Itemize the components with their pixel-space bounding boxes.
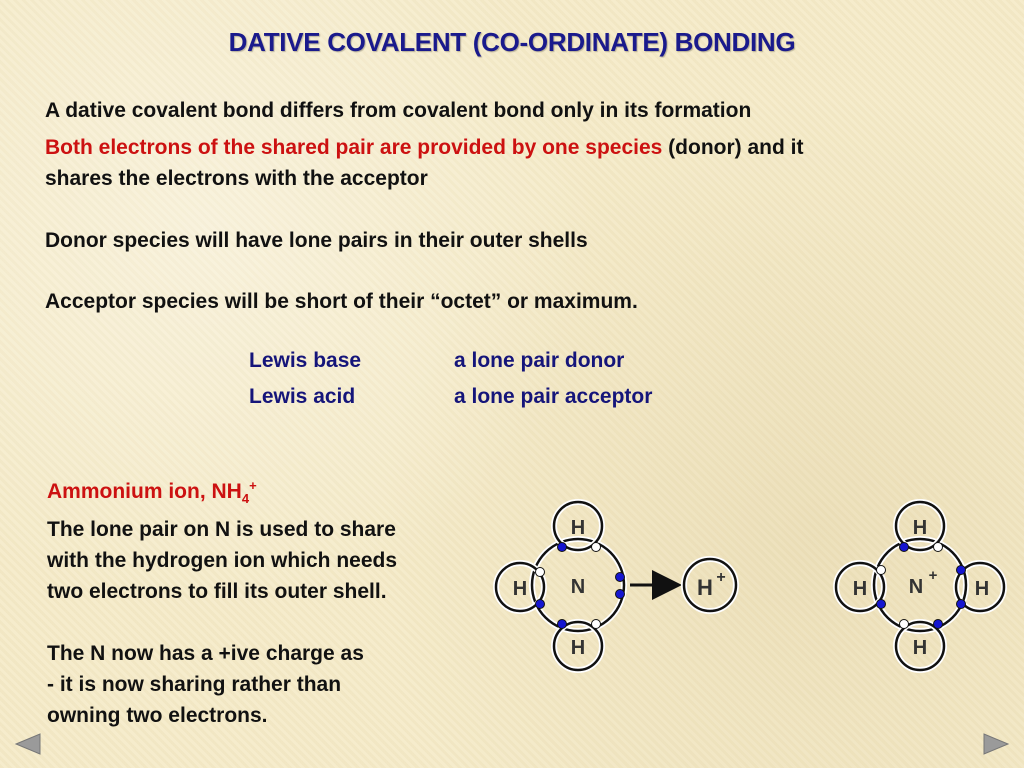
charge-label: + [928, 567, 938, 584]
lewis-acid-definition: a lone pair acceptor [454, 385, 653, 408]
hydrogen-ion-label: H [697, 575, 713, 600]
electron [558, 543, 567, 552]
triangle-left-icon [14, 733, 42, 755]
nitrogen-label: N [908, 576, 924, 598]
highlight-text: Both electrons of the shared pair are provided by one species [45, 136, 663, 159]
ammonium-line: owning two electrons. [47, 704, 268, 728]
electron [900, 543, 909, 552]
hydrogen-ion [684, 559, 736, 611]
electron [957, 566, 966, 575]
hydrogen-label: H [852, 578, 868, 600]
lone-pair-electron [616, 573, 625, 582]
donor-text: (donor) and it [662, 136, 804, 159]
previous-slide-button[interactable] [14, 733, 42, 760]
ammonium-line: The lone pair on N is used to share [47, 518, 396, 542]
ammonium-line: with the hydrogen ion which needs [47, 549, 398, 573]
hydrogen-label: H [912, 517, 928, 539]
nitrogen-label: N [570, 576, 586, 598]
electron [592, 620, 601, 629]
donor-line: Donor species will have lone pairs in their outer shells [45, 229, 588, 252]
electron [592, 543, 601, 552]
electron [900, 620, 909, 629]
lewis-base-definition: a lone pair donor [454, 349, 625, 372]
ammonium-molecule [836, 502, 1004, 670]
acceptor-share-line: shares the electrons with the acceptor [45, 167, 428, 190]
triangle-right-icon [982, 733, 1010, 755]
electron [536, 600, 545, 609]
electron [957, 600, 966, 609]
ammonium-line: - it is now sharing rather than [47, 673, 342, 697]
charge-label: + [716, 569, 726, 586]
bonding-diagram [480, 490, 1020, 680]
ammonium-heading: Ammonium ion, $NH_4^+$ [47, 478, 257, 507]
hydrogen-label: H [912, 637, 928, 659]
lewis-base-label: Lewis base [249, 349, 362, 372]
ammonia-molecule [496, 502, 625, 670]
electron [877, 600, 886, 609]
hydrogen-label: H [974, 578, 990, 600]
page-title: DATIVE COVALENT (CO-ORDINATE) BONDING [228, 27, 796, 57]
electron [934, 543, 943, 552]
electron [934, 620, 943, 629]
acceptor-line: Acceptor species will be short of their “octet” or maximum. [45, 290, 638, 313]
ammonium-line: two electrons to fill its outer shell. [47, 580, 387, 604]
electron [536, 568, 545, 577]
electron [558, 620, 567, 629]
intro-line: A dative covalent bond differs from covalent bond only in its formation [45, 99, 752, 122]
electron-pair-statement [45, 132, 803, 163]
hydrogen-label: H [570, 637, 586, 659]
lone-pair-electron [616, 590, 625, 599]
ammonium-explanation [47, 470, 487, 731]
lewis-acid-label: Lewis acid [249, 385, 356, 408]
hydrogen-label: H [512, 578, 528, 600]
electron [877, 566, 886, 575]
ammonium-line: The N now has a +ive charge as [47, 642, 364, 666]
next-slide-button[interactable] [982, 733, 1010, 760]
hydrogen-label: H [570, 517, 586, 539]
